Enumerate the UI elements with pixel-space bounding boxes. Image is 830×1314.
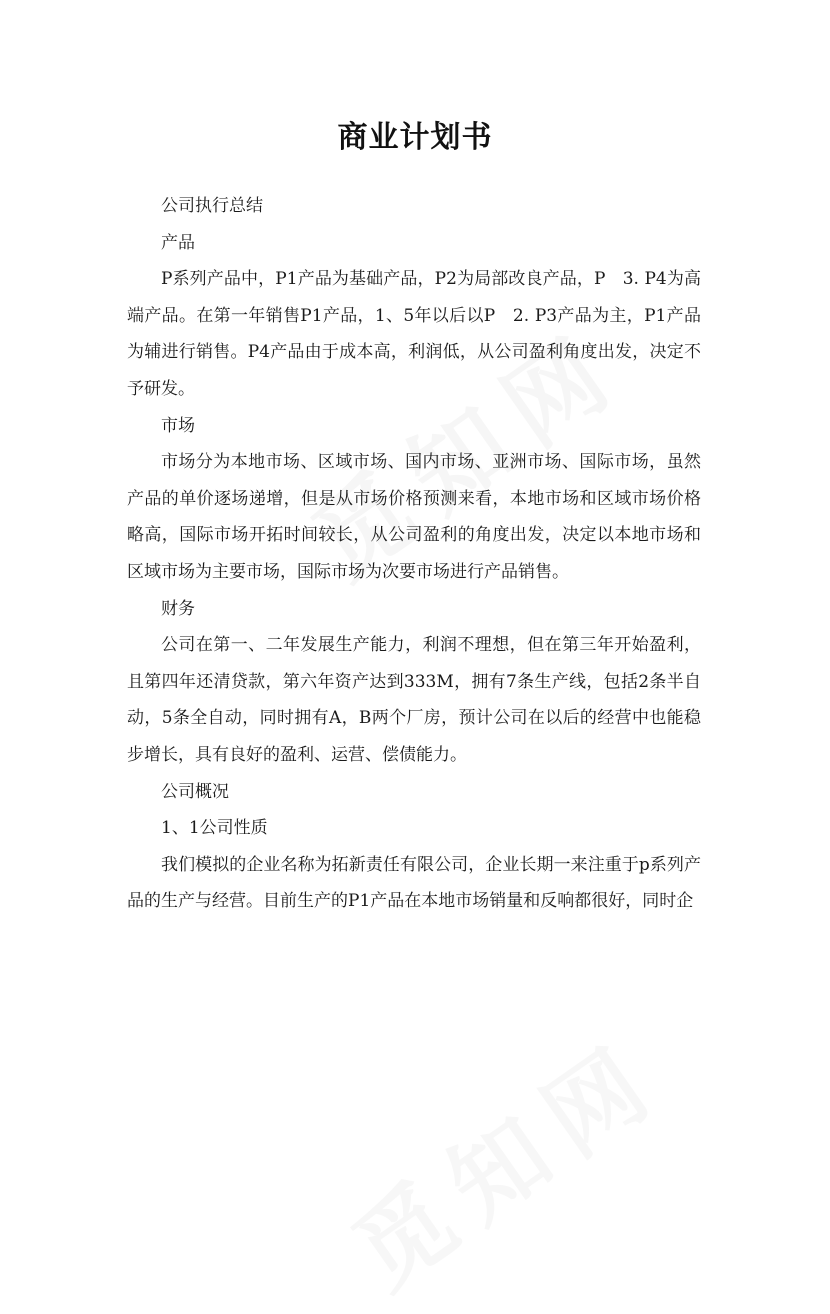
section-heading-finance: 财务	[161, 598, 195, 619]
page-title: 商业计划书	[337, 120, 493, 155]
section-heading-product: 产品	[161, 232, 195, 253]
paragraph-product: P系列产品中，P1产品为基础产品，P2为局部改良产品，P 3. P4为高端产品。在第一年销售P1产品，1、5年以后以P 2. P3产品为主，P1产品为辅进行销售。P4产品由于成本高，利润低，从公司盈利角度出发，决定不予研发。	[127, 269, 701, 399]
paragraph-company-nature: 我们模拟的企业名称为拓新责任有限公司，企业长期一来注重于p系列产品的生产与经营。目前生产的P1产品在本地市场销量和反响都很好，同时企	[127, 854, 701, 912]
document-body	[127, 188, 701, 920]
paragraph-finance: 公司在第一、二年发展生产能力，利润不理想，但在第三年开始盈利，且第四年还清贷款，第六年资产达到333M，拥有7条生产线，包括2条半自动，5条全自动，同时拥有A，B两个厂房，预计公司在以后的经营中也能稳步增长，具有良好的盈利、运营、偿债能力。	[127, 635, 701, 765]
section-heading-market: 市场	[161, 415, 195, 436]
paragraph-market: 市场分为本地市场、区域市场、国内市场、亚洲市场、国际市场，虽然产品的单价逐场递增，但是从市场价格预测来看，本地市场和区域市场价格略高，国际市场开拓时间较长，从公司盈利的角度出发，决定以本地市场和区域市场为主要市场，国际市场为次要市场进行产品销售。	[127, 452, 701, 582]
watermark-bottom	[322, 1003, 686, 1314]
section-heading-exec-summary: 公司执行总结	[161, 196, 263, 216]
section-heading-company-nature: 1、1公司性质	[161, 818, 268, 839]
section-heading-overview: 公司概况	[161, 781, 229, 802]
